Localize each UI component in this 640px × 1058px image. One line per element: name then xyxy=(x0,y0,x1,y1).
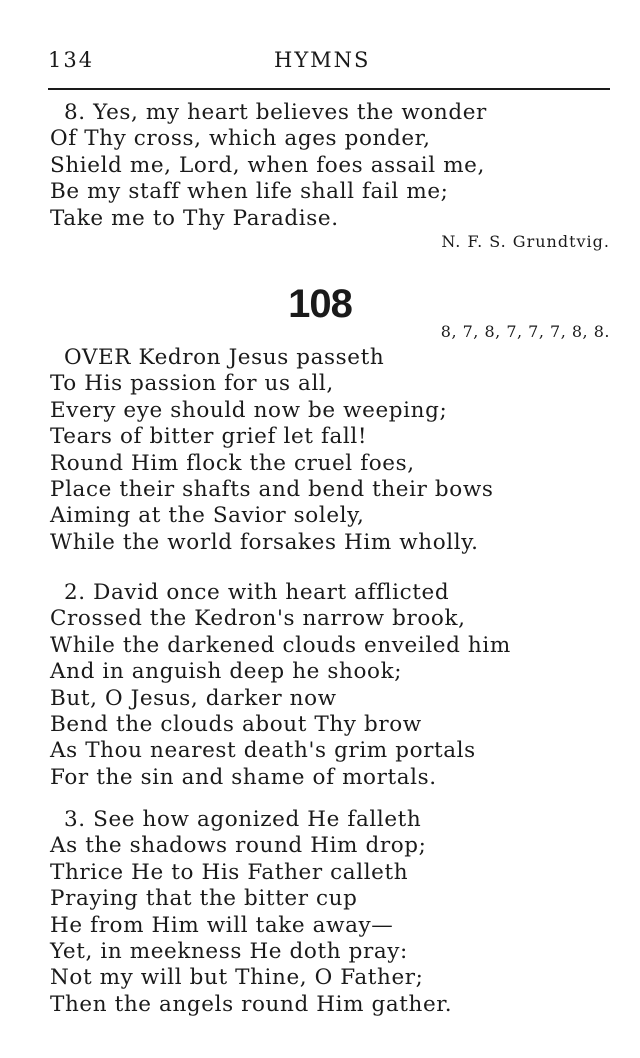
verse-line: Take me to Thy Paradise. xyxy=(50,205,339,231)
verse-line: Be my staff when life shall fail me; xyxy=(50,179,449,205)
verse-line: As Thou nearest death's grim portals xyxy=(50,738,476,764)
verse-line: Tears of bitter grief let fall! xyxy=(50,424,368,450)
verse-line: Place their shafts and bend their bows xyxy=(50,477,494,503)
hymn-meter: 8, 7, 8, 7, 7, 7, 8, 8. xyxy=(440,322,610,341)
author-attribution: N. F. S. Grundtvig. xyxy=(441,232,610,251)
verse-line: 8. Yes, my heart believes the wonder xyxy=(64,100,487,125)
verse-line: Yet, in meekness He doth pray: xyxy=(50,939,408,965)
verse-line: Thrice He to His Father calleth xyxy=(50,859,409,885)
verse-line: 3. See how agonized He falleth xyxy=(64,807,422,832)
verse-line: But, O Jesus, darker now xyxy=(50,685,337,711)
verse-line: And in anguish deep he shook; xyxy=(50,659,403,685)
hymn-stanza-3 xyxy=(50,807,452,1018)
verse-line: He from Him will take away— xyxy=(50,912,394,938)
verse-line: For the sin and shame of mortals. xyxy=(50,764,437,790)
verse-line: As the shadows round Him drop; xyxy=(50,833,427,859)
verse-line: 2. David once with heart afflicted xyxy=(64,580,450,605)
verse-line: Shield me, Lord, when foes assail me, xyxy=(50,152,485,178)
verse-line: While the darkened clouds enveiled him xyxy=(50,632,511,658)
hymn-stanza-1 xyxy=(50,345,493,556)
verse-line: OVER Kedron Jesus passeth xyxy=(64,345,385,370)
verse-line: Crossed the Kedron's narrow brook, xyxy=(50,606,466,632)
verse-line: Aiming at the Savior solely, xyxy=(50,503,365,529)
running-title: HYMNS xyxy=(274,48,371,72)
verse-line: Of Thy cross, which ages ponder, xyxy=(50,126,431,152)
hymn-number: 108 xyxy=(288,282,352,326)
verse-line: Praying that the bitter cup xyxy=(50,886,358,912)
verse-line: Not my will but Thine, O Father; xyxy=(50,965,424,991)
verse-line: While the world forsakes Him wholly. xyxy=(50,529,479,555)
verse-line: Round Him flock the cruel foes, xyxy=(50,450,415,476)
verse-line: Then the angels round Him gather. xyxy=(50,991,453,1017)
header-rule xyxy=(48,88,610,90)
hymn-stanza-2 xyxy=(50,580,511,791)
verse-line: To His passion for us all, xyxy=(50,371,334,397)
verse-line: Every eye should now be weeping; xyxy=(50,397,448,423)
page-header xyxy=(48,48,610,78)
page-number: 134 xyxy=(48,48,95,72)
verse-line: Bend the clouds about Thy brow xyxy=(50,712,422,738)
previous-hymn-stanza-8 xyxy=(50,100,487,232)
